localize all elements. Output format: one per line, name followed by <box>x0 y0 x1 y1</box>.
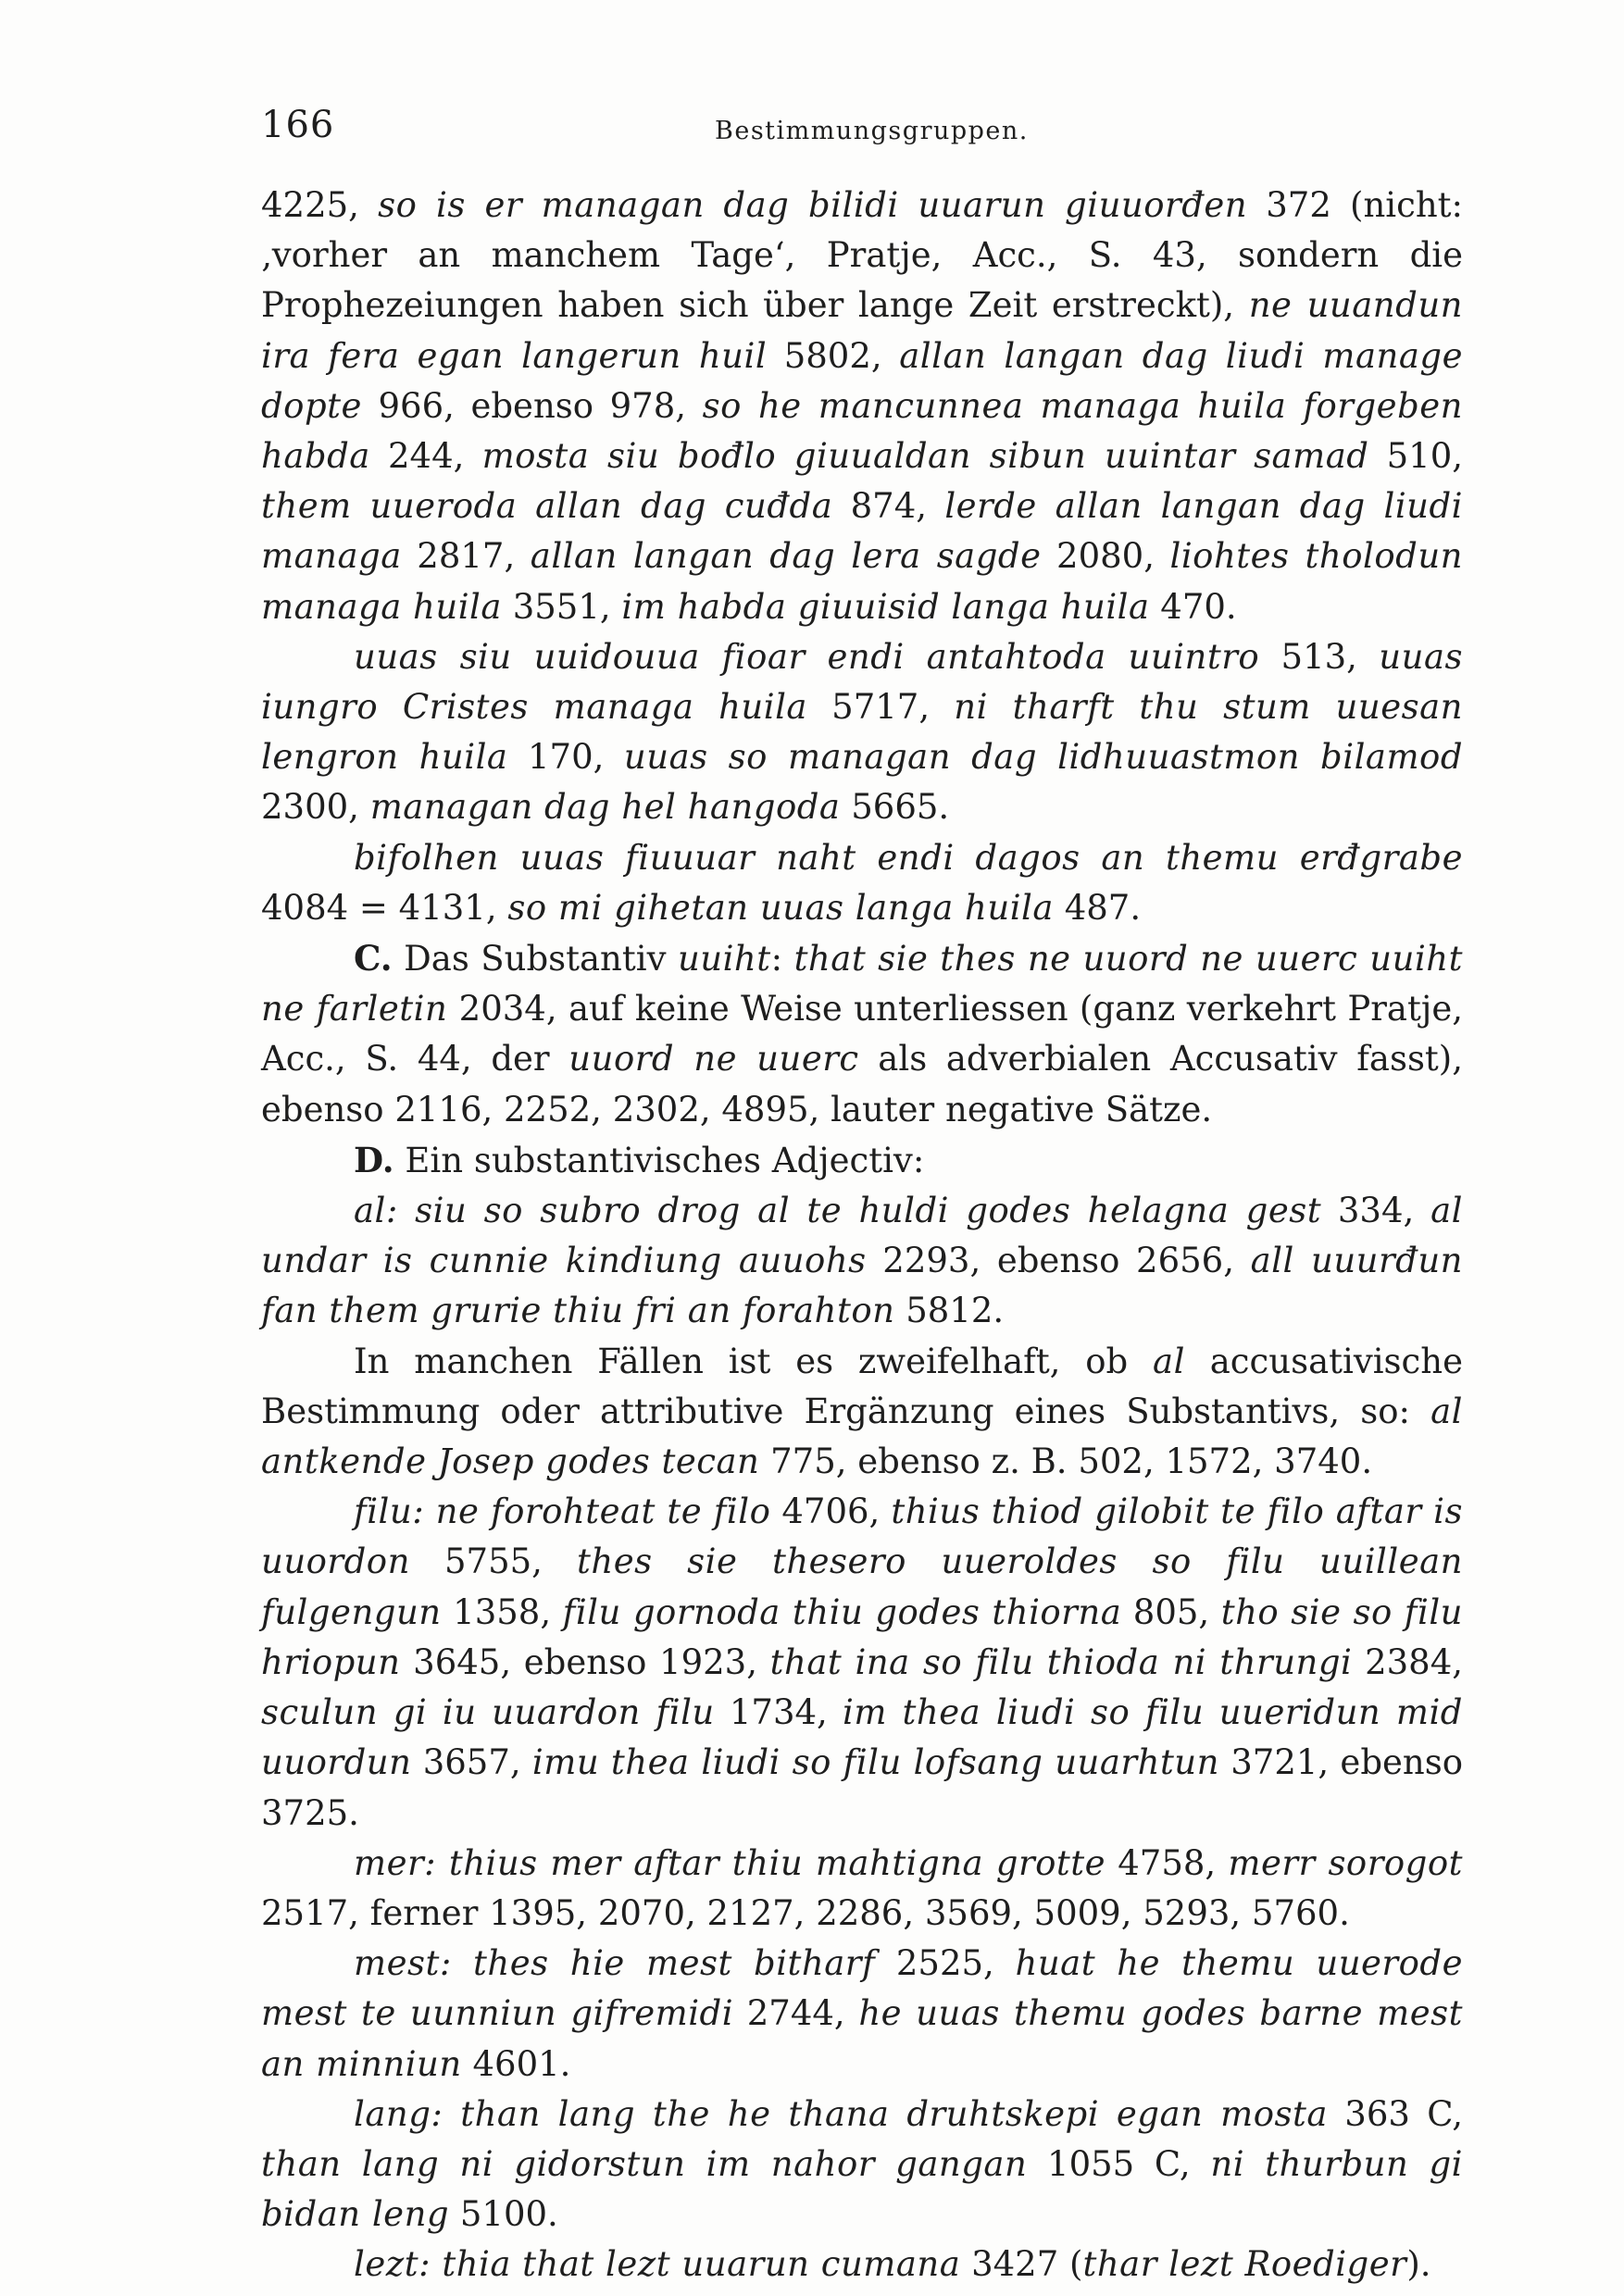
body-text-span: 4084 = 4131, <box>261 887 508 928</box>
quotation-text: so he mancunnea managa huila forgeben habda <box>261 385 1463 477</box>
section-letter: C. <box>354 938 393 980</box>
body-text-span: 2384, <box>1352 1641 1464 1682</box>
quotation-text: all uuurđun fan them grurie thiu fri an forahton <box>261 1241 1464 1331</box>
body-text-span: 2525, <box>875 1943 1016 1984</box>
body-text-span: 1734, <box>714 1692 843 1733</box>
paragraph <box>261 1487 1463 1838</box>
quotation-text: im thea liudi so filu uueridun mid uuordun <box>261 1692 1463 1783</box>
body-text-span: 2080, <box>1041 536 1170 577</box>
quotation-text: filu: ne forohteat te filo <box>354 1491 771 1532</box>
quotation-text: ne uuandun ira fera egan langerun huil <box>261 285 1463 376</box>
quotation-text: tho sie so filu hriopun <box>261 1591 1463 1682</box>
body-text-span: 3657, <box>411 1742 532 1783</box>
quotation-text: mosta siu bođlo giuualdan sibun uuintar samad <box>481 436 1369 477</box>
body-text-span: 2744, <box>733 1993 859 2034</box>
body-text-span: 3551, <box>501 586 622 627</box>
quotation-text: sculun gi iu uuardon filu <box>261 1692 715 1733</box>
quotation-text: huat he themu uuerode mest te uunniun gifremidi <box>261 1943 1463 2034</box>
body-text-span: In manchen Fällen ist es zweifelhaft, ob <box>354 1341 1154 1381</box>
body-text-span: 4601. <box>461 2043 571 2084</box>
body-text-span: accusativische Bestimmung oder attributive Ergänzung eines Substantivs, so: <box>261 1341 1463 1431</box>
body-text-span: : <box>770 939 794 980</box>
body-text-span: 470. <box>1149 586 1237 627</box>
body-text-span: Ein substantivisches Adjectiv: <box>394 1140 925 1180</box>
paragraph <box>261 1135 1463 1186</box>
quotation-text: allan langan dag liudi manage dopte <box>261 335 1463 426</box>
body-text-span: 510, <box>1368 436 1464 477</box>
body-text-span: 5665. <box>840 787 950 828</box>
body-text-span: 487. <box>1053 887 1142 928</box>
quotation-text: uuas iungro Cristes managa huila <box>261 636 1463 728</box>
quotation-text: al: siu so subro drog al te huldi godes helagna gest <box>354 1191 1322 1231</box>
body-text-span: 1055 C, <box>1027 2143 1211 2184</box>
quotation-text: thes sie thesero uueroldes so filu uuillean fulgengun <box>261 1541 1463 1632</box>
body-text-span: 5802, <box>767 335 900 376</box>
body-text-span: 1358, <box>441 1591 563 1632</box>
quotation-text: allan langan dag lera sagde <box>530 536 1042 577</box>
quotation-text: uuiht <box>677 939 771 980</box>
quotation-text: thius thiod gilobit te filo aftar is uuordon <box>261 1491 1463 1582</box>
quotation-text: imu thea liudi so filu lofsang uuarhtun <box>531 1742 1219 1783</box>
paragraph <box>261 2240 1463 2290</box>
body-text-span: 5812. <box>894 1291 1005 1331</box>
body-text-span: 3645, ebenso 1923, <box>400 1641 770 1682</box>
quotation-text: so mi gihetan uuas langa huila <box>507 887 1054 928</box>
quotation-text: ni thurbun gi bidan leng <box>261 2143 1464 2235</box>
body-text-span: 2293, ebenso 2656, <box>866 1241 1251 1281</box>
quotation-text: lang: than lang the he thana druhtskepi egan mosta <box>354 2093 1328 2134</box>
body-text-span: 3427 ( <box>960 2244 1083 2285</box>
quotation-text: them uueroda allan dag cuđda <box>261 486 833 527</box>
quotation-text: al undar is cunnie kindiung auuohs <box>261 1191 1464 1281</box>
paragraph <box>261 1186 1463 1337</box>
quotation-text: managan dag hel hangoda <box>369 787 841 828</box>
body-text-span: ). <box>1406 2244 1431 2285</box>
body-text-span: als adverbialen Accusativ fasst), ebenso 2116, 2252, 2302, 4895, lauter negative Sätze. <box>261 1039 1463 1129</box>
quotation-text: that ina so filu thioda ni thrungi <box>769 1641 1353 1682</box>
page-number: 166 <box>261 104 335 146</box>
body-text-span: 775, ebenso z. B. 502, 1572, 3740. <box>759 1441 1373 1482</box>
quotation-text: filu gornoda thiu godes thiorna <box>562 1591 1122 1632</box>
page-header <box>261 104 1465 159</box>
paragraph <box>261 1939 1463 2090</box>
body-text-span: 4758, <box>1106 1842 1229 1883</box>
quotation-text: merr sorogot <box>1228 1842 1463 1883</box>
body-text-span: 170, <box>507 737 624 778</box>
body-text-span: 5100. <box>449 2194 558 2235</box>
paragraph <box>261 1839 1463 1939</box>
body-text-span: 2034, auf keine Weise unterliessen (ganz verkehrt Pratje, Acc., S. 44, der <box>261 989 1463 1079</box>
paragraph <box>261 1337 1463 1488</box>
body-text-span: 244, <box>369 436 482 477</box>
paragraph <box>261 632 1463 833</box>
paragraph <box>261 181 1463 632</box>
quotation-text: he uuas themu godes barne mest an minniun <box>261 1993 1463 2084</box>
quotation-text: al antkende Josep godes tecan <box>261 1391 1463 1482</box>
body-text-span: 2300, <box>261 787 370 828</box>
quotation-text: mest: thes hie mest bitharf <box>354 1943 876 1984</box>
body-text-span: 2817, <box>401 536 531 577</box>
body-text-span: 5717, <box>806 687 955 728</box>
body-text-span: 2517, ferner 1395, 2070, 2127, 2286, 3569, 5009, 5293, 5760. <box>261 1892 1350 1933</box>
quotation-text: uuord ne uuerc <box>568 1039 859 1079</box>
body-text-span: 363 C, <box>1327 2093 1463 2134</box>
body-text-span: 4706, <box>770 1491 892 1532</box>
body-text-span: 334, <box>1321 1191 1431 1231</box>
body-text-span: 513, <box>1259 636 1380 677</box>
quotation-text: lezt: thia that lezt uuarun cumana <box>354 2244 961 2285</box>
body-text <box>261 181 1463 2290</box>
body-text-span: 4225, <box>261 185 379 225</box>
quotation-text: im habda giuuisid langa huila <box>621 586 1150 627</box>
quotation-text: ni tharft thu stum uuesan lengron huila <box>261 687 1463 778</box>
body-text-span: 372 (nicht: ‚vorher an manchem Tage‘, Pratje, Acc., S. 43, sondern die Prophezeiungen haben sich über lange Zeit erstreckt), <box>261 185 1464 326</box>
section-letter: D. <box>354 1139 394 1180</box>
body-text-span: 5755, <box>409 1541 577 1582</box>
quotation-text: bifolhen uuas fiuuuar naht endi dagos an themu erđgrabe <box>354 837 1463 878</box>
quotation-text: lerde allan langan dag liudi managa <box>261 486 1463 577</box>
quotation-text: so is er managan dag bilidi uuarun giuuorđen <box>378 185 1248 225</box>
quotation-text: al <box>1153 1341 1185 1381</box>
body-text-span: 3721, ebenso 3725. <box>261 1742 1463 1833</box>
quotation-text: that sie thes ne uuord ne uuerc uuiht ne farletin <box>261 939 1463 1029</box>
quotation-text: than lang ni gidorstun im nahor gangan <box>261 2143 1028 2184</box>
quotation-text: uuas so managan dag lidhuuastmon bilamod <box>623 737 1464 778</box>
quotation-text: uuas siu uuidouua fioar endi antahtoda uuintro <box>354 636 1260 677</box>
running-head: Bestimmungsgruppen. <box>715 117 1029 145</box>
body-text-span: 966, ebenso 978, <box>361 385 703 426</box>
quotation-text: mer: thius mer aftar thiu mahtigna grotte <box>354 1842 1106 1883</box>
body-text-span: Das Substantiv <box>392 939 678 980</box>
body-text-span: 874, <box>832 486 945 527</box>
body-text-span: 805, <box>1121 1591 1221 1632</box>
paragraph <box>261 2090 1463 2240</box>
quotation-text: liohtes tholodun managa huila <box>261 536 1463 627</box>
paragraph <box>261 933 1463 1135</box>
paragraph <box>261 833 1463 933</box>
quotation-text: thar lezt Roediger <box>1082 2244 1407 2285</box>
